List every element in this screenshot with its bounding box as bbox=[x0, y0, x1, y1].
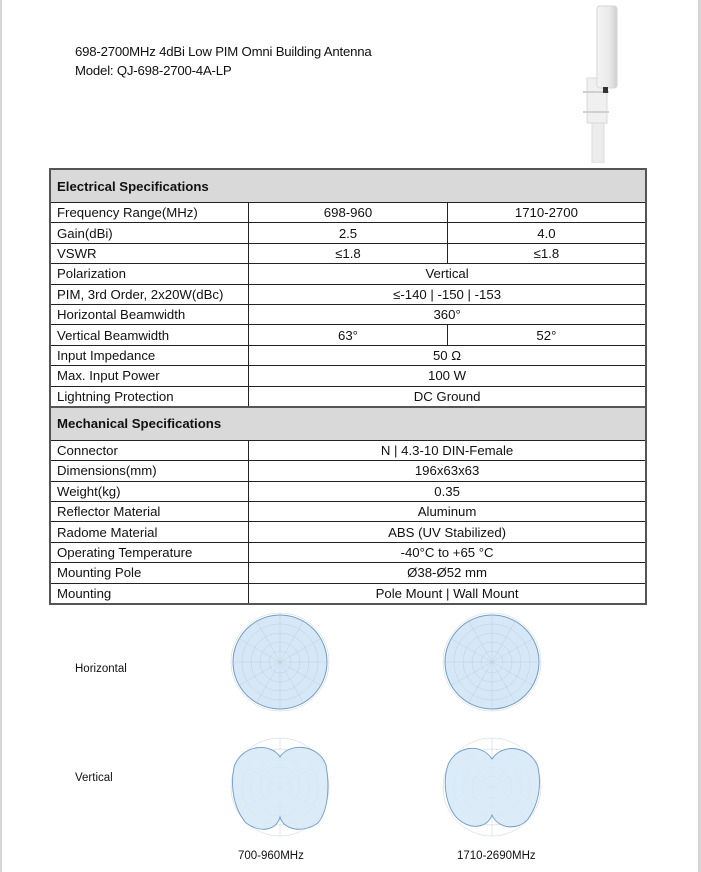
electrical-section-title: Electrical Specifications bbox=[50, 169, 646, 203]
row-label: Lightning Protection bbox=[50, 386, 249, 407]
spec-table bbox=[49, 168, 647, 605]
row-label: Dimensions(mm) bbox=[50, 461, 249, 481]
antenna-product-photo-icon bbox=[570, 3, 620, 163]
product-title: 698-2700MHz 4dBi Low PIM Omni Building Antenna bbox=[75, 44, 372, 59]
row-value: DC Ground bbox=[249, 386, 646, 407]
high-band-freq-label: 1710-2690MHz bbox=[457, 850, 536, 862]
row-label: Polarization bbox=[50, 264, 249, 284]
table-row bbox=[50, 366, 646, 386]
row-label: PIM, 3rd Order, 2x20W(dBc) bbox=[50, 284, 249, 304]
row-value: Vertical bbox=[249, 264, 646, 284]
table-row bbox=[50, 481, 646, 501]
table-row bbox=[50, 502, 646, 522]
table-row bbox=[50, 264, 646, 284]
row-label: Gain(dBi) bbox=[50, 223, 249, 243]
vertical-pattern-high-band-icon bbox=[440, 735, 544, 839]
row-value-low: ≤1.8 bbox=[249, 243, 448, 263]
row-value-low: 63° bbox=[249, 325, 448, 345]
row-value: N | 4.3-10 DIN-Female bbox=[249, 440, 646, 460]
row-value-high: 1710-2700 bbox=[447, 203, 646, 223]
vertical-pattern-label: Vertical bbox=[75, 772, 113, 784]
table-row bbox=[50, 284, 646, 304]
table-row bbox=[50, 304, 646, 324]
row-label: Operating Temperature bbox=[50, 542, 249, 562]
row-value-low: 698-960 bbox=[249, 203, 448, 223]
row-label: Horizontal Beamwidth bbox=[50, 304, 249, 324]
row-value: 50 Ω bbox=[249, 345, 646, 365]
row-value-high: 52° bbox=[447, 325, 646, 345]
row-value: 360° bbox=[249, 304, 646, 324]
row-value-low: 2.5 bbox=[249, 223, 448, 243]
row-value: Pole Mount | Wall Mount bbox=[249, 583, 646, 604]
row-value: 196x63x63 bbox=[249, 461, 646, 481]
row-label: Max. Input Power bbox=[50, 366, 249, 386]
model-number: Model: QJ-698-2700-4A-LP bbox=[75, 63, 232, 78]
table-row bbox=[50, 345, 646, 365]
title-block bbox=[75, 42, 371, 80]
row-value: ABS (UV Stabilized) bbox=[249, 522, 646, 542]
row-value: ≤-140 | -150 | -153 bbox=[249, 284, 646, 304]
row-value-high: ≤1.8 bbox=[447, 243, 646, 263]
row-value: -40°C to +65 °C bbox=[249, 542, 646, 562]
electrical-section-header bbox=[50, 169, 646, 203]
mechanical-section-title: Mechanical Specifications bbox=[50, 407, 646, 441]
table-row bbox=[50, 223, 646, 243]
row-label: Mounting bbox=[50, 583, 249, 604]
row-value-high: 4.0 bbox=[447, 223, 646, 243]
row-label: Reflector Material bbox=[50, 502, 249, 522]
row-label: Weight(kg) bbox=[50, 481, 249, 501]
table-row bbox=[50, 203, 646, 223]
row-label: Input Impedance bbox=[50, 345, 249, 365]
mechanical-section-header bbox=[50, 407, 646, 441]
row-label: Connector bbox=[50, 440, 249, 460]
page-edge-left bbox=[0, 0, 2, 872]
table-row bbox=[50, 461, 646, 481]
table-row bbox=[50, 386, 646, 407]
low-band-freq-label: 700-960MHz bbox=[238, 850, 304, 862]
table-row bbox=[50, 440, 646, 460]
table-row bbox=[50, 542, 646, 562]
row-label: Radome Material bbox=[50, 522, 249, 542]
row-value: 100 W bbox=[249, 366, 646, 386]
row-label: VSWR bbox=[50, 243, 249, 263]
table-row bbox=[50, 583, 646, 604]
table-row bbox=[50, 563, 646, 583]
row-label: Vertical Beamwidth bbox=[50, 325, 249, 345]
row-label: Frequency Range(MHz) bbox=[50, 203, 249, 223]
row-label: Mounting Pole bbox=[50, 563, 249, 583]
row-value: Aluminum bbox=[249, 502, 646, 522]
table-row bbox=[50, 325, 646, 345]
horizontal-pattern-high-band-icon bbox=[440, 610, 544, 714]
table-row bbox=[50, 522, 646, 542]
vertical-pattern-low-band-icon bbox=[228, 735, 332, 839]
table-row bbox=[50, 243, 646, 263]
row-value: 0.35 bbox=[249, 481, 646, 501]
horizontal-pattern-low-band-icon bbox=[228, 610, 332, 714]
row-value: Ø38-Ø52 mm bbox=[249, 563, 646, 583]
horizontal-pattern-label: Horizontal bbox=[75, 663, 127, 675]
